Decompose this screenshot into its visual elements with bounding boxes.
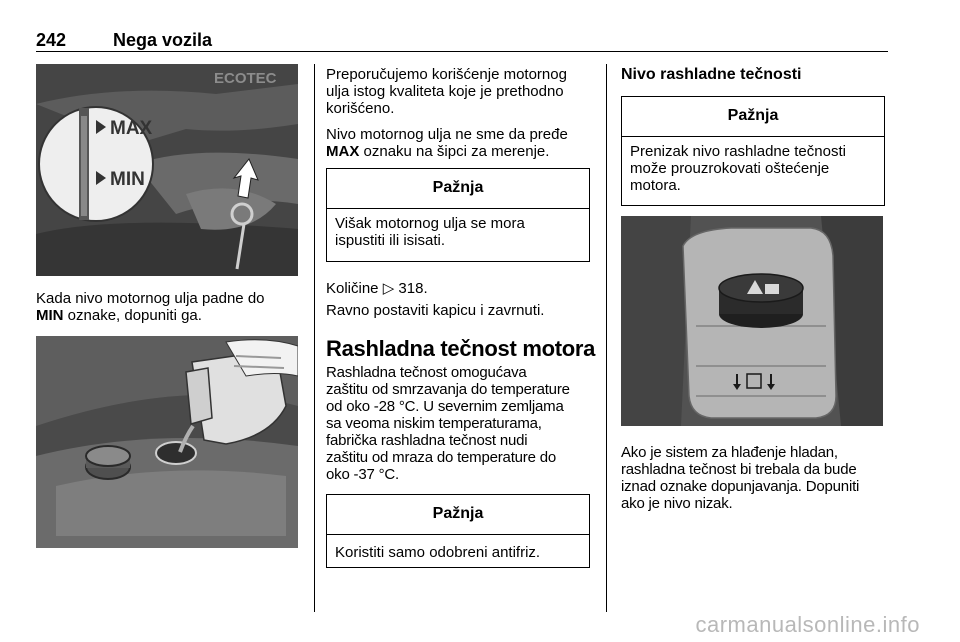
watermark: carmanualsonline.info xyxy=(695,612,920,637)
para-cap: Ravno postaviti kapicu i zavrnuti. xyxy=(326,302,545,319)
engine-cover-text: ECOTEC xyxy=(214,70,277,87)
caution-box-low-coolant xyxy=(621,96,885,206)
chapter-title: Nega vozila xyxy=(113,30,213,50)
para-coolant-level: Ako je sistem za hlađenje hladan, rashladna tečnost bi trebala da bude iznad oznake dopunjavanja. Dopuniti ako je nivo nizak. xyxy=(621,444,860,512)
caution-text: Višak motornog ulja se mora ispustiti ili isisati. xyxy=(335,215,525,249)
para-recommend-oil: Preporučujemo korišćenje motornog ulja istog kvaliteta koje je prethodno korišćeno. xyxy=(326,66,567,117)
caution-text: Prenizak nivo rashladne tečnosti može prouzrokovati oštećenje motora. xyxy=(630,143,846,194)
quantities-ref: Količine ▷ 318. xyxy=(326,280,428,297)
section-title-coolant: Rashladna tečnost motora xyxy=(326,336,596,361)
header-rule xyxy=(36,51,888,52)
subsection-title-coolant-level: Nivo rashladne tečnosti xyxy=(621,66,802,83)
page-header xyxy=(36,30,888,52)
page-number: 242 xyxy=(36,30,67,50)
coolant-reservoir-illustration xyxy=(621,216,883,426)
caution-title: Pažnja xyxy=(622,97,884,137)
caution-title: Pažnja xyxy=(327,169,589,209)
para-coolant: Rashladna tečnost omogućava zaštitu od smrzavanja do temperature od oko -28 °C. U severnim zemljama sa veoma niskim temperaturama, fabrička rashladna tečnost nudi zaštitu od mraza do temperature do oko -37 °C. xyxy=(326,364,570,483)
min-bold: MIN xyxy=(36,307,64,324)
caution-title: Pažnja xyxy=(327,495,589,535)
column-divider-1 xyxy=(314,64,315,612)
caution-text: Koristiti samo odobreni antifriz. xyxy=(335,544,541,561)
page-ref-icon: ▷ xyxy=(382,280,395,297)
max-bold: MAX xyxy=(326,143,360,160)
caution-box-antifreeze xyxy=(326,494,590,568)
para-max-mark: Nivo motornog ulja ne sme da pređe MAX oznaku na šipci za merenje. xyxy=(326,126,568,160)
max-mark-label: MAX xyxy=(110,118,153,139)
min-mark-label: MIN xyxy=(110,169,145,190)
dipstick-drawing xyxy=(36,64,298,276)
figure1-caption: Kada nivo motornog ulja padne do MIN oznake, dopuniti ga. xyxy=(36,290,265,324)
oil-filling-drawing xyxy=(36,336,298,548)
coolant-reservoir-drawing xyxy=(621,216,883,426)
column-divider-2 xyxy=(606,64,607,612)
caution-box-excess-oil xyxy=(326,168,590,262)
oil-filling-illustration xyxy=(36,336,298,548)
dipstick-illustration xyxy=(36,64,298,276)
